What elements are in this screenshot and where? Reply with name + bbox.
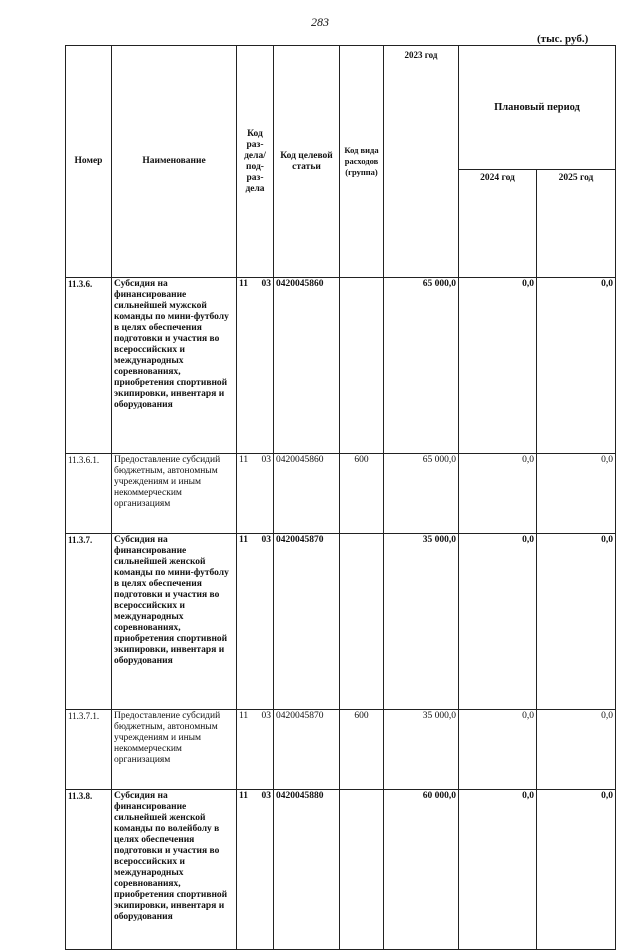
row-razdel	[237, 790, 274, 950]
row-razdel-code: 11	[239, 791, 248, 801]
header-number: Номер	[66, 46, 112, 278]
row-name: Предоставление субсидий бюджетным, автономным учреждениям и иным некоммерческим организациям	[112, 710, 237, 790]
units-label: (тыс. руб.)	[537, 33, 589, 45]
row-target: 0420045860	[274, 278, 340, 454]
header-target: Код целевой статьи	[274, 46, 340, 278]
row-number: 11.3.7.	[66, 534, 112, 710]
row-razdel-code: 11	[239, 535, 248, 545]
row-name: Субсидия на финансирование сильнейшей мужской команды по мини-футболу в целях обеспечения подготовки и участия во всероссийских и международных соревнованиях, приобретения спортивной экипировки, инвентаря и оборудования	[112, 278, 237, 454]
row-2023: 35 000,0	[384, 710, 459, 790]
header-row	[66, 46, 616, 170]
row-target: 0420045860	[274, 454, 340, 534]
row-2024: 0,0	[459, 454, 537, 534]
row-2024: 0,0	[459, 790, 537, 950]
row-podrazdel-code: 03	[261, 791, 271, 801]
row-2023: 35 000,0	[384, 534, 459, 710]
table-row	[66, 710, 616, 790]
row-target: 0420045870	[274, 534, 340, 710]
row-razdel	[237, 534, 274, 710]
row-podrazdel-code: 03	[261, 535, 271, 545]
table-row	[66, 278, 616, 454]
table-row	[66, 454, 616, 534]
row-2024: 0,0	[459, 534, 537, 710]
row-2023: 65 000,0	[384, 454, 459, 534]
row-expense	[340, 790, 384, 950]
table-row	[66, 534, 616, 710]
page-number: 283	[311, 15, 329, 29]
row-podrazdel-code: 03	[261, 279, 271, 289]
row-expense	[340, 534, 384, 710]
row-target: 0420045870	[274, 710, 340, 790]
row-2025: 0,0	[537, 454, 616, 534]
row-razdel-code: 11	[239, 711, 249, 721]
row-podrazdel-code: 03	[261, 711, 271, 721]
row-target: 0420045880	[274, 790, 340, 950]
row-expense: 600	[340, 710, 384, 790]
row-razdel	[237, 454, 274, 534]
row-2025: 0,0	[537, 790, 616, 950]
header-plan-period: Плановый период	[459, 46, 616, 170]
row-name: Субсидия на финансирование сильнейшей женской команды по мини-футболу в целях обеспечения подготовки и участия во всероссийских и международных соревнованиях, приобретения спортивной экипировки, инвентаря и оборудования	[112, 534, 237, 710]
header-expense: Код вида расходов (группа)	[340, 46, 384, 278]
row-2025: 0,0	[537, 710, 616, 790]
row-2023: 60 000,0	[384, 790, 459, 950]
header-name: Наименование	[112, 46, 237, 278]
row-razdel	[237, 278, 274, 454]
header-2025: 2025 год	[537, 170, 616, 278]
row-expense	[340, 278, 384, 454]
row-number: 11.3.7.1.	[66, 710, 112, 790]
row-expense: 600	[340, 454, 384, 534]
header-2023: 2023 год	[384, 46, 459, 278]
row-number: 11.3.6.1.	[66, 454, 112, 534]
row-name: Предоставление субсидий бюджетным, автономным учреждениям и иным некоммерческим организациям	[112, 454, 237, 534]
row-number: 11.3.8.	[66, 790, 112, 950]
table-row	[66, 790, 616, 950]
row-number: 11.3.6.	[66, 278, 112, 454]
row-2025: 0,0	[537, 278, 616, 454]
row-podrazdel-code: 03	[261, 455, 271, 465]
row-2024: 0,0	[459, 278, 537, 454]
header-razdel: Код раз-дела/ под-раз-дела	[237, 46, 274, 278]
row-2023: 65 000,0	[384, 278, 459, 454]
row-razdel-code: 11	[239, 455, 249, 465]
row-razdel	[237, 710, 274, 790]
row-name: Субсидия на финансирование сильнейшей женской команды по волейболу в целях обеспечения подготовки и участия во всероссийских и международных соревнованиях, приобретения спортивной экипировки, инвентаря и оборудования	[112, 790, 237, 950]
row-2025: 0,0	[537, 534, 616, 710]
header-2024: 2024 год	[459, 170, 537, 278]
row-razdel-code: 11	[239, 279, 248, 289]
budget-table	[65, 45, 616, 950]
row-2024: 0,0	[459, 710, 537, 790]
